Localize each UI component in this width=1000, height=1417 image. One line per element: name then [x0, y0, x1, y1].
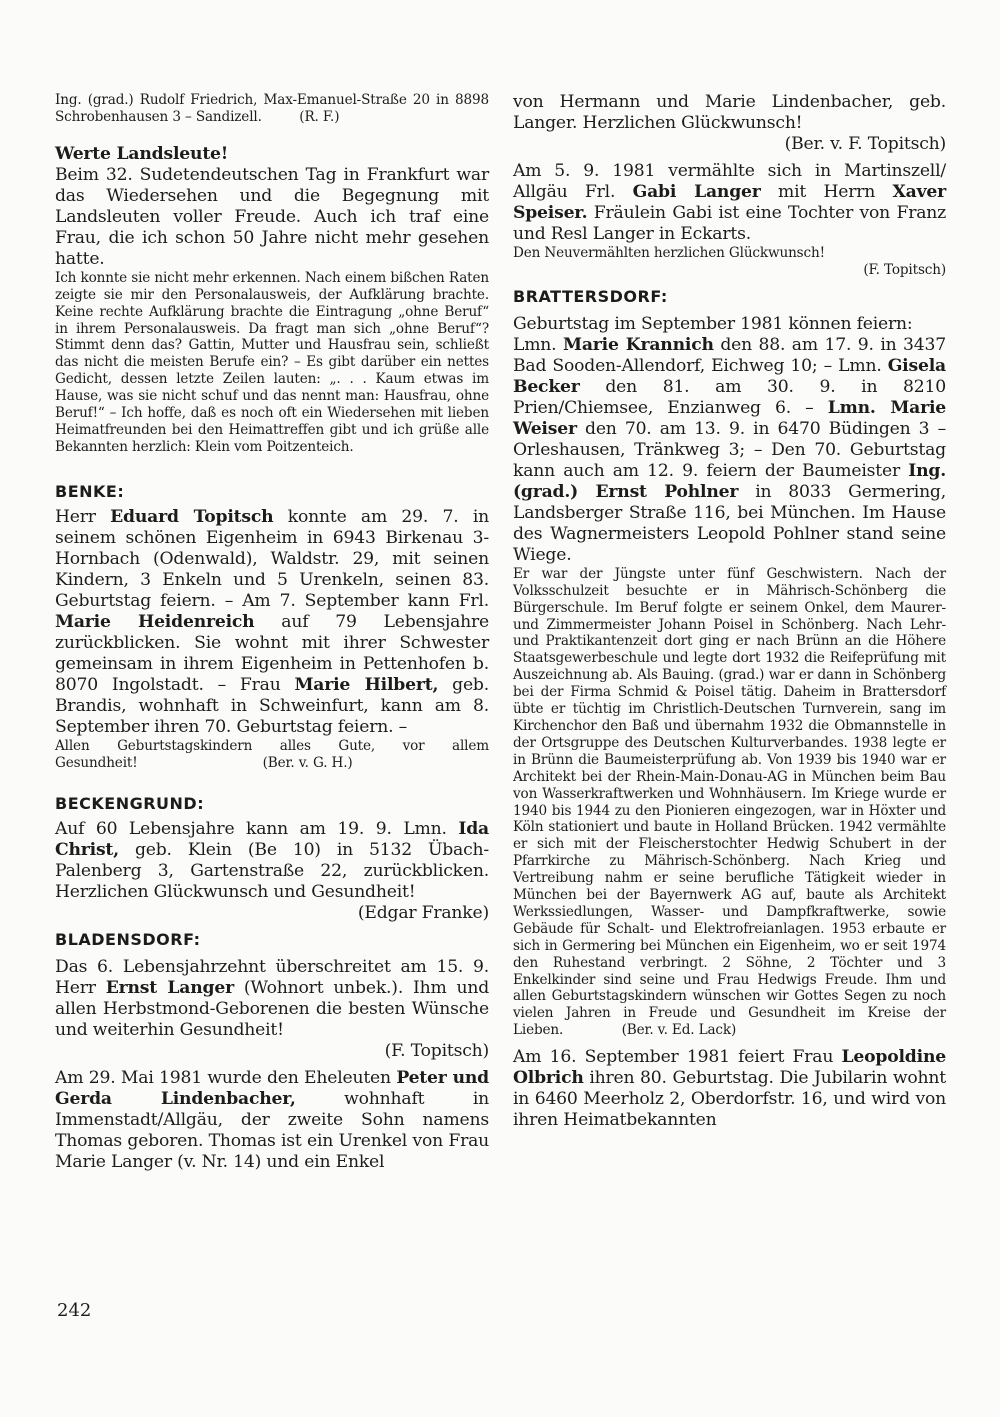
text-run: Das 6. Lebensjahrzehnt überschreitet am 15. 9. Herr [55, 956, 489, 998]
text-run: (Ber. v. F. Topitsch) [784, 134, 946, 154]
bold-name: Xaver Speiser. [513, 182, 946, 223]
bold-name: Gisela Becker [513, 355, 946, 397]
paragraph [513, 335, 946, 566]
paragraph [55, 819, 489, 903]
paragraph [55, 1068, 489, 1173]
text-run: Beim 32. Sudetendeutschen Tag in Frankfurt war das Wiedersehen und die Begegnung mit Landsleuten voller Freude. Auch ich traf eine Frau, die ich schon 50 Jahre nicht mehr gesehen hatte. [55, 164, 489, 269]
right-column [513, 92, 946, 1131]
text-run: (F. Topitsch) [863, 261, 946, 278]
bold-name: Peter und Gerda Lindenbacher, [55, 1067, 489, 1109]
paragraph [513, 161, 946, 245]
bold-name: Gabi Langer [632, 182, 761, 202]
text-run: Den Neuvermählten herzlichen Glückwunsch! [513, 245, 825, 261]
text-run: konnte am 29. 7. in seinem schönen Eigenheim in 6943 Birkenau 3-Hornbach (Odenwald), Waldstr. 29, mit seinen Kindern, 3 Enkeln und 5 Urenkeln, seinen 83. Geburtstag feiern. – Am 7. September kann Frl. [55, 506, 489, 611]
text-run: (Wohnort unbek.). Ihm und allen Herbstmond-Geborenen die besten Wünsche und weiterhin Gesundheit! [55, 977, 489, 1040]
paragraph [55, 165, 489, 270]
text-run: den 81. am 30. 9. in 8210 Prien/Chiemsee, Enzianweg 6. – [513, 376, 946, 418]
text-run: den 70. am 13. 9. in 6470 Büdingen 3 – Orleshausen, Tränkweg 3; – Den 70. Geburtstag kann auch am 12. 9. feiern der Baumeister [513, 418, 946, 481]
paragraph [513, 134, 946, 155]
paragraph [55, 1041, 489, 1062]
paragraph [513, 1047, 946, 1131]
bold-name: Eduard Topitsch [110, 506, 274, 527]
text-run: wohnhaft in Immenstadt/Allgäu, der zweite Sohn namens Thomas geboren. Thomas ist ein Urenkel von Frau Marie Langer (v. Nr. 14) und ein Enkel [55, 1088, 489, 1172]
paragraph [513, 92, 946, 134]
text-run: ihren 80. Geburtstag. Die Jubilarin wohnt in 6460 Meerholz 2, Oberdorfstr. 16, und wird von ihren Heimatbekannten [513, 1068, 946, 1131]
section-heading [55, 930, 489, 949]
bold-name: Marie Krannich [563, 334, 714, 355]
paragraph [55, 903, 489, 924]
text-run: Geburtstag im September 1981 können feiern: [513, 313, 913, 334]
bold-name: Ing. (grad.) Ernst Pohlner [513, 460, 946, 502]
bold-name: Leopoldine Olbrich [513, 1047, 946, 1089]
text-run: Am 16. September 1981 feiert Frau [513, 1047, 842, 1068]
text-run: auf 79 Lebensjahre zurückblicken. Sie wohnt mit ihrer Schwester gemeinsam in ihrem Eigenheim in Pettenhofen b. 8070 Ingolstadt. – Frau [55, 611, 489, 695]
paragraph [513, 245, 946, 262]
text-run: Ing. (grad.) Rudolf Friedrich, Max-Emanuel-Straße 20 in 8898 Schrobenhausen 3 – Sandizell. (R. F.) [55, 92, 489, 125]
paragraph [55, 738, 489, 772]
bold-name: Ernst Langer [105, 977, 234, 998]
paragraph [55, 144, 489, 165]
text-run: von Hermann und Marie Lindenbacher, geb. Langer. Herzlichen Glückwunsch! [513, 92, 946, 133]
text-run: Ich konnte sie nicht mehr erkennen. Nach einem bißchen Raten zeigte sie mir den Personalausweis, der Aufklärung brachte. Keine rechte Aufklärung brachte die Eintragung „ohne Beruf“ in ihrem Personalausweis. Da fragt man sich „ohne Beruf“? Stimmt denn das? Gattin, Mutter und Hausfrau sein, schließt das nicht die meisten Berufe ein? – Es gibt darüber ein nettes Gedicht, dessen letzte Zeilen lauten: „. . . Kaum etwas im Hause, was sie nicht schuf und das nennt man: Hausfrau, ohne Beruf!“ – Ich hoffe, daß es noch oft ein Wiedersehen mit lieben Heimatfreunden bei den Heimattreffen gibt und ich grüße alle Bekannten herzlich: Klein vom Poitzenteich. [55, 269, 489, 455]
page-number: 242 [57, 1300, 92, 1321]
text-run: Herr [55, 506, 111, 527]
text-run: Er war der Jüngste unter fünf Geschwistern. Nach der Volksschulzeit besuchte er in Mährisch-Schönberg die Bürgerschule. Im Beruf folgte er seinem Onkel, dem Maurer- und Zimmermeister Johann Poisel in Schönberg. Nach Lehr- und Praktikantenzeit dort ging er nach Brünn an die Höhere Staatsgewerbeschule und legte dort 1932 die Reifeprüfung mit Auszeichnung ab. Als Bauing. (grad.) war er dann in Schönberg bei der Firma Schmid & Poisel tätig. Daheim in Brattersdorf übte er tüchtig im Christlich-Deutschen Turnverein, sang im Kirchenchor den Baß und übernahm 1932 die Obmannstelle in der Ortsgruppe des Deutschen Kulturverbandes. 1938 legte er in Brünn die Baumeisterprüfung ab. Von 1939 bis 1940 war er Architekt bei der Rhein-Main-Donau-AG in München beim Bau von Wasserkraftwerken und Wohnhäusern. Im Kriege wurde er 1940 bis 1944 zu den Pionieren eingezogen, war in Höxter und Köln stationiert und baute in Holland Brücken. 1942 vermählte er sich mit der Fleischerstochter Hedwig Schubert in der Pfarrkirche zu Mährisch-Schönberg. Nach Krieg und Vertreibung nahm er seine berufliche Tätigkeit wieder in München bei der Bayernwerk AG auf, baute als Architekt Werkssiedlungen, Wasser- und Dampfkraftwerke, sowie Gebäude für Schalt- und Elektrofreianlagen. 1953 erbaute er sich in Germering bei München ein Eigenheim, wo er seit 1974 den Ruhestand verbringt. 2 Söhne, 2 Töchter und 3 Enkelkinder sind seine und Frau Hedwigs Freude. Ihm und allen Geburtstagskindern wünschen wir Gottes Segen zu noch vielen Jahren in Freude und Gesundheit im Kreise der Lieben. (Ber. v. Ed. Lack) [513, 565, 946, 1039]
text-run: in 8033 Germering, Landsberger Straße 116, bei München. Im Hause des Wagnermeisters Leopold Pohlner stand seine Wiege. [513, 481, 947, 565]
bold-name: Marie Heidenreich [55, 611, 255, 632]
text-run: Lmn. [513, 334, 563, 355]
paragraph [55, 92, 489, 126]
text-run: Auf 60 Lebensjahre kann am 19. 9. Lmn. [55, 818, 459, 839]
section-heading [55, 482, 489, 501]
text-run: BECKENGRUND: [55, 793, 205, 813]
text-run: Am 29. Mai 1981 wurde den Eheleuten [55, 1067, 397, 1088]
text-run: geb. Brandis, wohnhaft in Schweinfurt, kann am 8. September ihren 70. Geburtstag feiern. – [55, 674, 489, 737]
text-run: geb. Klein (Be 10) in 5132 Übach-Palenberg 3, Gartenstraße 22, zurückblicken. Herzlichen Glückwunsch und Gesundheit! [55, 839, 489, 902]
bold-name: Werte Landsleute! [55, 143, 229, 164]
paragraph [55, 507, 489, 738]
section-heading [55, 794, 489, 813]
text-run: den 88. am 17. 9. in 3437 Bad Sooden-Allendorf, Eichweg 10; – Lmn. [513, 334, 946, 376]
text-run: BRATTERSDORF: [513, 286, 668, 306]
bold-name: Lmn. Marie Weiser [513, 397, 947, 439]
bold-name: Marie Hilbert, [294, 674, 439, 695]
bold-name: Ida Christ, [55, 818, 489, 860]
text-run: Fräulein Gabi ist eine Tochter von Franz und Resl Langer in Eckarts. [513, 203, 946, 244]
section-heading [513, 287, 946, 306]
paragraph [513, 566, 946, 1039]
paragraph [513, 314, 946, 335]
paragraph [55, 270, 489, 456]
text-run: BLADENSDORF: [55, 929, 201, 949]
text-run: (F. Topitsch) [384, 1040, 489, 1061]
text-run: mit Herrn [760, 182, 893, 202]
text-run: Am 5. 9. 1981 vermählte sich in Martinszell/ Allgäu Frl. [513, 161, 946, 202]
text-run: Allen Geburtstagskindern alles Gute, vor allem Gesundheit! (Ber. v. G. H.) [55, 737, 489, 771]
paragraph [55, 957, 489, 1041]
text-run: (Edgar Franke) [357, 902, 489, 923]
text-run: BENKE: [55, 481, 125, 501]
left-column [55, 92, 489, 1173]
paragraph [513, 262, 946, 279]
